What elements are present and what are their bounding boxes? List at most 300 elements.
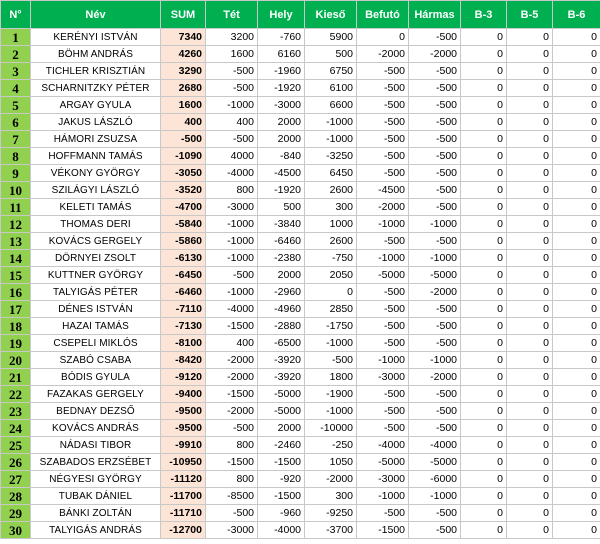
cell-b6[interactable]: 0: [553, 284, 600, 301]
cell-b3[interactable]: 0: [461, 522, 507, 539]
cell-b5[interactable]: 0: [507, 216, 553, 233]
cell-rank[interactable]: 17: [1, 301, 31, 318]
cell-befuto[interactable]: -500: [357, 318, 409, 335]
cell-harmas[interactable]: -500: [409, 80, 461, 97]
cell-hely[interactable]: -6500: [258, 335, 305, 352]
cell-b6[interactable]: 0: [553, 352, 600, 369]
cell-b5[interactable]: 0: [507, 386, 553, 403]
cell-sum[interactable]: -6130: [161, 250, 206, 267]
header-b3[interactable]: B-3: [461, 1, 507, 29]
cell-name[interactable]: BEDNAY DEZSŐ: [31, 403, 161, 420]
cell-harmas[interactable]: -4000: [409, 437, 461, 454]
cell-name[interactable]: HAZAI TAMÁS: [31, 318, 161, 335]
cell-harmas[interactable]: -6000: [409, 471, 461, 488]
cell-rank[interactable]: 19: [1, 335, 31, 352]
cell-harmas[interactable]: -500: [409, 131, 461, 148]
cell-b6[interactable]: 0: [553, 437, 600, 454]
cell-sum[interactable]: -11710: [161, 505, 206, 522]
cell-b6[interactable]: 0: [553, 46, 600, 63]
cell-name[interactable]: DÉNES ISTVÁN: [31, 301, 161, 318]
header-befuto[interactable]: Befutó: [357, 1, 409, 29]
cell-hely[interactable]: 6160: [258, 46, 305, 63]
cell-hely[interactable]: -3920: [258, 369, 305, 386]
cell-rank[interactable]: 28: [1, 488, 31, 505]
cell-b3[interactable]: 0: [461, 454, 507, 471]
cell-hely[interactable]: -5000: [258, 386, 305, 403]
cell-harmas[interactable]: -500: [409, 97, 461, 114]
cell-hely[interactable]: 2000: [258, 267, 305, 284]
cell-rank[interactable]: 29: [1, 505, 31, 522]
cell-sum[interactable]: -8420: [161, 352, 206, 369]
cell-hely[interactable]: -1920: [258, 182, 305, 199]
cell-hely[interactable]: -1500: [258, 488, 305, 505]
cell-b6[interactable]: 0: [553, 386, 600, 403]
cell-b5[interactable]: 0: [507, 454, 553, 471]
cell-b6[interactable]: 0: [553, 80, 600, 97]
cell-name[interactable]: TALYIGÁS PÉTER: [31, 284, 161, 301]
cell-b3[interactable]: 0: [461, 420, 507, 437]
cell-tet[interactable]: -1000: [206, 97, 258, 114]
header-harmas[interactable]: Hármas: [409, 1, 461, 29]
cell-tet[interactable]: -4000: [206, 301, 258, 318]
cell-befuto[interactable]: 0: [357, 29, 409, 46]
cell-harmas[interactable]: -500: [409, 301, 461, 318]
cell-name[interactable]: ARGAY GYULA: [31, 97, 161, 114]
cell-tet[interactable]: -8500: [206, 488, 258, 505]
cell-b3[interactable]: 0: [461, 352, 507, 369]
cell-b3[interactable]: 0: [461, 318, 507, 335]
cell-tet[interactable]: -1500: [206, 386, 258, 403]
cell-name[interactable]: SZILÁGYI LÁSZLÓ: [31, 182, 161, 199]
cell-kieso[interactable]: 2600: [305, 233, 357, 250]
cell-harmas[interactable]: -500: [409, 29, 461, 46]
cell-kieso[interactable]: 300: [305, 199, 357, 216]
cell-b5[interactable]: 0: [507, 522, 553, 539]
cell-name[interactable]: TUBAK DÁNIEL: [31, 488, 161, 505]
cell-b6[interactable]: 0: [553, 63, 600, 80]
cell-b6[interactable]: 0: [553, 369, 600, 386]
cell-kieso[interactable]: -1750: [305, 318, 357, 335]
cell-harmas[interactable]: -1000: [409, 216, 461, 233]
cell-b3[interactable]: 0: [461, 386, 507, 403]
cell-befuto[interactable]: -1000: [357, 352, 409, 369]
cell-sum[interactable]: -7110: [161, 301, 206, 318]
cell-name[interactable]: KERÉNYI ISTVÁN: [31, 29, 161, 46]
cell-b5[interactable]: 0: [507, 46, 553, 63]
cell-befuto[interactable]: -500: [357, 505, 409, 522]
cell-b5[interactable]: 0: [507, 63, 553, 80]
cell-tet[interactable]: 400: [206, 114, 258, 131]
cell-rank[interactable]: 23: [1, 403, 31, 420]
cell-b3[interactable]: 0: [461, 80, 507, 97]
cell-kieso[interactable]: 1050: [305, 454, 357, 471]
cell-harmas[interactable]: -500: [409, 63, 461, 80]
cell-befuto[interactable]: -1500: [357, 522, 409, 539]
cell-kieso[interactable]: 6450: [305, 165, 357, 182]
cell-befuto[interactable]: -3000: [357, 471, 409, 488]
cell-hely[interactable]: -6460: [258, 233, 305, 250]
cell-hely[interactable]: -3920: [258, 352, 305, 369]
cell-sum[interactable]: -3520: [161, 182, 206, 199]
cell-sum[interactable]: 3290: [161, 63, 206, 80]
cell-harmas[interactable]: -500: [409, 148, 461, 165]
cell-befuto[interactable]: -500: [357, 97, 409, 114]
cell-b3[interactable]: 0: [461, 216, 507, 233]
cell-b3[interactable]: 0: [461, 284, 507, 301]
cell-tet[interactable]: -1500: [206, 454, 258, 471]
cell-b5[interactable]: 0: [507, 488, 553, 505]
cell-sum[interactable]: -12700: [161, 522, 206, 539]
header-tet[interactable]: Tét: [206, 1, 258, 29]
cell-harmas[interactable]: -500: [409, 165, 461, 182]
cell-b3[interactable]: 0: [461, 403, 507, 420]
cell-b3[interactable]: 0: [461, 369, 507, 386]
cell-b6[interactable]: 0: [553, 148, 600, 165]
cell-rank[interactable]: 30: [1, 522, 31, 539]
cell-kieso[interactable]: 300: [305, 488, 357, 505]
cell-befuto[interactable]: -500: [357, 301, 409, 318]
cell-harmas[interactable]: -500: [409, 522, 461, 539]
cell-hely[interactable]: -840: [258, 148, 305, 165]
cell-name[interactable]: FAZAKAS GERGELY: [31, 386, 161, 403]
cell-hely[interactable]: -1500: [258, 454, 305, 471]
cell-kieso[interactable]: -1000: [305, 335, 357, 352]
cell-b3[interactable]: 0: [461, 199, 507, 216]
cell-befuto[interactable]: -500: [357, 420, 409, 437]
cell-kieso[interactable]: 2050: [305, 267, 357, 284]
cell-sum[interactable]: -9500: [161, 420, 206, 437]
cell-b6[interactable]: 0: [553, 488, 600, 505]
cell-befuto[interactable]: -4000: [357, 437, 409, 454]
cell-rank[interactable]: 13: [1, 233, 31, 250]
cell-befuto[interactable]: -1000: [357, 488, 409, 505]
cell-rank[interactable]: 14: [1, 250, 31, 267]
cell-rank[interactable]: 7: [1, 131, 31, 148]
cell-befuto[interactable]: -500: [357, 114, 409, 131]
cell-name[interactable]: DÖRNYEI ZSOLT: [31, 250, 161, 267]
cell-hely[interactable]: -920: [258, 471, 305, 488]
cell-sum[interactable]: 4260: [161, 46, 206, 63]
cell-kieso[interactable]: -500: [305, 352, 357, 369]
cell-b5[interactable]: 0: [507, 369, 553, 386]
cell-befuto[interactable]: -2000: [357, 199, 409, 216]
cell-sum[interactable]: -4700: [161, 199, 206, 216]
cell-name[interactable]: KOVÁCS ANDRÁS: [31, 420, 161, 437]
cell-b3[interactable]: 0: [461, 335, 507, 352]
header-sum[interactable]: SUM: [161, 1, 206, 29]
cell-kieso[interactable]: -750: [305, 250, 357, 267]
cell-b3[interactable]: 0: [461, 233, 507, 250]
cell-tet[interactable]: -500: [206, 420, 258, 437]
cell-kieso[interactable]: -1000: [305, 114, 357, 131]
cell-b5[interactable]: 0: [507, 301, 553, 318]
cell-hely[interactable]: -5000: [258, 403, 305, 420]
cell-harmas[interactable]: -5000: [409, 267, 461, 284]
cell-b5[interactable]: 0: [507, 199, 553, 216]
cell-rank[interactable]: 12: [1, 216, 31, 233]
cell-sum[interactable]: -1090: [161, 148, 206, 165]
cell-rank[interactable]: 18: [1, 318, 31, 335]
cell-befuto[interactable]: -500: [357, 386, 409, 403]
cell-kieso[interactable]: -10000: [305, 420, 357, 437]
cell-name[interactable]: CSEPELI MIKLÓS: [31, 335, 161, 352]
cell-kieso[interactable]: 2600: [305, 182, 357, 199]
cell-befuto[interactable]: -1000: [357, 250, 409, 267]
cell-tet[interactable]: -1000: [206, 233, 258, 250]
cell-rank[interactable]: 11: [1, 199, 31, 216]
cell-harmas[interactable]: -1000: [409, 488, 461, 505]
cell-b3[interactable]: 0: [461, 505, 507, 522]
cell-befuto[interactable]: -500: [357, 403, 409, 420]
cell-name[interactable]: KELETI TAMÁS: [31, 199, 161, 216]
cell-harmas[interactable]: -500: [409, 420, 461, 437]
cell-name[interactable]: THOMAS DERI: [31, 216, 161, 233]
cell-b3[interactable]: 0: [461, 131, 507, 148]
cell-b3[interactable]: 0: [461, 301, 507, 318]
cell-b3[interactable]: 0: [461, 114, 507, 131]
cell-hely[interactable]: -960: [258, 505, 305, 522]
cell-kieso[interactable]: 2850: [305, 301, 357, 318]
cell-kieso[interactable]: -1000: [305, 403, 357, 420]
cell-kieso[interactable]: -3250: [305, 148, 357, 165]
cell-hely[interactable]: -2880: [258, 318, 305, 335]
cell-rank[interactable]: 27: [1, 471, 31, 488]
header-b6[interactable]: B-6: [553, 1, 600, 29]
cell-b5[interactable]: 0: [507, 114, 553, 131]
cell-b6[interactable]: 0: [553, 97, 600, 114]
cell-befuto[interactable]: -1000: [357, 216, 409, 233]
cell-b3[interactable]: 0: [461, 488, 507, 505]
cell-name[interactable]: NÉGYESI GYÖRGY: [31, 471, 161, 488]
cell-hely[interactable]: -2460: [258, 437, 305, 454]
cell-tet[interactable]: -500: [206, 267, 258, 284]
header-b5[interactable]: B-5: [507, 1, 553, 29]
cell-sum[interactable]: -500: [161, 131, 206, 148]
cell-name[interactable]: NÁDASI TIBOR: [31, 437, 161, 454]
cell-sum[interactable]: -6450: [161, 267, 206, 284]
cell-kieso[interactable]: -3700: [305, 522, 357, 539]
cell-b6[interactable]: 0: [553, 301, 600, 318]
cell-rank[interactable]: 21: [1, 369, 31, 386]
cell-tet[interactable]: 3200: [206, 29, 258, 46]
cell-sum[interactable]: -9500: [161, 403, 206, 420]
cell-harmas[interactable]: -2000: [409, 46, 461, 63]
cell-harmas[interactable]: -500: [409, 114, 461, 131]
cell-tet[interactable]: -1000: [206, 250, 258, 267]
cell-name[interactable]: SZABADOS ERZSÉBET: [31, 454, 161, 471]
cell-b5[interactable]: 0: [507, 318, 553, 335]
cell-sum[interactable]: -9400: [161, 386, 206, 403]
cell-b6[interactable]: 0: [553, 522, 600, 539]
cell-sum[interactable]: 7340: [161, 29, 206, 46]
cell-b5[interactable]: 0: [507, 335, 553, 352]
cell-b5[interactable]: 0: [507, 80, 553, 97]
cell-b3[interactable]: 0: [461, 165, 507, 182]
cell-b6[interactable]: 0: [553, 250, 600, 267]
cell-sum[interactable]: -7130: [161, 318, 206, 335]
cell-kieso[interactable]: -2000: [305, 471, 357, 488]
cell-b6[interactable]: 0: [553, 454, 600, 471]
cell-rank[interactable]: 4: [1, 80, 31, 97]
cell-b5[interactable]: 0: [507, 131, 553, 148]
cell-name[interactable]: JAKUS LÁSZLÓ: [31, 114, 161, 131]
cell-rank[interactable]: 20: [1, 352, 31, 369]
cell-name[interactable]: VÉKONY GYÖRGY: [31, 165, 161, 182]
cell-rank[interactable]: 8: [1, 148, 31, 165]
cell-harmas[interactable]: -500: [409, 403, 461, 420]
cell-rank[interactable]: 6: [1, 114, 31, 131]
cell-kieso[interactable]: -1000: [305, 131, 357, 148]
cell-sum[interactable]: -10950: [161, 454, 206, 471]
cell-b3[interactable]: 0: [461, 471, 507, 488]
cell-b5[interactable]: 0: [507, 437, 553, 454]
cell-tet[interactable]: 800: [206, 182, 258, 199]
cell-b6[interactable]: 0: [553, 182, 600, 199]
cell-hely[interactable]: 2000: [258, 114, 305, 131]
cell-b5[interactable]: 0: [507, 250, 553, 267]
cell-b3[interactable]: 0: [461, 29, 507, 46]
cell-tet[interactable]: -2000: [206, 369, 258, 386]
cell-hely[interactable]: 2000: [258, 420, 305, 437]
cell-rank[interactable]: 26: [1, 454, 31, 471]
cell-kieso[interactable]: 6600: [305, 97, 357, 114]
cell-b6[interactable]: 0: [553, 29, 600, 46]
cell-name[interactable]: BÖHM ANDRÁS: [31, 46, 161, 63]
cell-name[interactable]: BÓDIS GYULA: [31, 369, 161, 386]
cell-tet[interactable]: -500: [206, 80, 258, 97]
cell-name[interactable]: BÁNKI ZOLTÁN: [31, 505, 161, 522]
cell-rank[interactable]: 1: [1, 29, 31, 46]
cell-tet[interactable]: -1000: [206, 284, 258, 301]
cell-harmas[interactable]: -500: [409, 233, 461, 250]
cell-b6[interactable]: 0: [553, 267, 600, 284]
cell-tet[interactable]: 4000: [206, 148, 258, 165]
cell-harmas[interactable]: -2000: [409, 369, 461, 386]
cell-kieso[interactable]: 6750: [305, 63, 357, 80]
cell-b5[interactable]: 0: [507, 505, 553, 522]
cell-name[interactable]: SZABÓ CSABA: [31, 352, 161, 369]
cell-rank[interactable]: 25: [1, 437, 31, 454]
cell-name[interactable]: KUTTNER GYÖRGY: [31, 267, 161, 284]
cell-harmas[interactable]: -500: [409, 182, 461, 199]
cell-rank[interactable]: 2: [1, 46, 31, 63]
cell-kieso[interactable]: 1000: [305, 216, 357, 233]
cell-tet[interactable]: -2000: [206, 352, 258, 369]
cell-harmas[interactable]: -500: [409, 386, 461, 403]
cell-befuto[interactable]: -500: [357, 148, 409, 165]
cell-rank[interactable]: 24: [1, 420, 31, 437]
cell-b5[interactable]: 0: [507, 284, 553, 301]
cell-hely[interactable]: -3840: [258, 216, 305, 233]
cell-kieso[interactable]: -9250: [305, 505, 357, 522]
cell-tet[interactable]: -1500: [206, 318, 258, 335]
cell-rank[interactable]: 3: [1, 63, 31, 80]
cell-harmas[interactable]: -500: [409, 505, 461, 522]
cell-name[interactable]: HÁMORI ZSUZSA: [31, 131, 161, 148]
cell-name[interactable]: KOVÁCS GERGELY: [31, 233, 161, 250]
cell-sum[interactable]: -9120: [161, 369, 206, 386]
cell-befuto[interactable]: -3000: [357, 369, 409, 386]
cell-hely[interactable]: -4000: [258, 522, 305, 539]
header-name[interactable]: Név: [31, 1, 161, 29]
cell-b5[interactable]: 0: [507, 420, 553, 437]
cell-hely[interactable]: -3000: [258, 97, 305, 114]
cell-harmas[interactable]: -500: [409, 199, 461, 216]
cell-befuto[interactable]: -5000: [357, 267, 409, 284]
cell-name[interactable]: TALYIGÁS ANDRÁS: [31, 522, 161, 539]
cell-tet[interactable]: -2000: [206, 403, 258, 420]
cell-befuto[interactable]: -500: [357, 80, 409, 97]
cell-rank[interactable]: 16: [1, 284, 31, 301]
cell-hely[interactable]: 500: [258, 199, 305, 216]
cell-befuto[interactable]: -500: [357, 335, 409, 352]
cell-rank[interactable]: 15: [1, 267, 31, 284]
cell-b5[interactable]: 0: [507, 148, 553, 165]
cell-b3[interactable]: 0: [461, 63, 507, 80]
cell-b5[interactable]: 0: [507, 97, 553, 114]
cell-b3[interactable]: 0: [461, 267, 507, 284]
cell-tet[interactable]: -3000: [206, 199, 258, 216]
cell-hely[interactable]: -2380: [258, 250, 305, 267]
cell-b5[interactable]: 0: [507, 471, 553, 488]
cell-tet[interactable]: 1600: [206, 46, 258, 63]
cell-hely[interactable]: -1960: [258, 63, 305, 80]
cell-b6[interactable]: 0: [553, 471, 600, 488]
cell-name[interactable]: HOFFMANN TAMÁS: [31, 148, 161, 165]
cell-sum[interactable]: -9910: [161, 437, 206, 454]
cell-b6[interactable]: 0: [553, 131, 600, 148]
cell-kieso[interactable]: -250: [305, 437, 357, 454]
cell-kieso[interactable]: 5900: [305, 29, 357, 46]
cell-b3[interactable]: 0: [461, 148, 507, 165]
cell-rank[interactable]: 5: [1, 97, 31, 114]
cell-tet[interactable]: 800: [206, 437, 258, 454]
cell-sum[interactable]: 2680: [161, 80, 206, 97]
cell-befuto[interactable]: -500: [357, 233, 409, 250]
cell-sum[interactable]: -5840: [161, 216, 206, 233]
cell-tet[interactable]: -500: [206, 505, 258, 522]
cell-b3[interactable]: 0: [461, 437, 507, 454]
cell-tet[interactable]: -3000: [206, 522, 258, 539]
cell-b5[interactable]: 0: [507, 403, 553, 420]
cell-sum[interactable]: -11120: [161, 471, 206, 488]
cell-b6[interactable]: 0: [553, 114, 600, 131]
cell-b3[interactable]: 0: [461, 97, 507, 114]
cell-befuto[interactable]: -500: [357, 165, 409, 182]
cell-kieso[interactable]: 500: [305, 46, 357, 63]
cell-b6[interactable]: 0: [553, 403, 600, 420]
cell-hely[interactable]: -760: [258, 29, 305, 46]
header-kieso[interactable]: Kieső: [305, 1, 357, 29]
cell-b6[interactable]: 0: [553, 420, 600, 437]
cell-b6[interactable]: 0: [553, 318, 600, 335]
cell-befuto[interactable]: -500: [357, 63, 409, 80]
cell-befuto[interactable]: -4500: [357, 182, 409, 199]
cell-b6[interactable]: 0: [553, 216, 600, 233]
cell-sum[interactable]: -5860: [161, 233, 206, 250]
cell-name[interactable]: TICHLER KRISZTIÁN: [31, 63, 161, 80]
cell-b5[interactable]: 0: [507, 165, 553, 182]
cell-b3[interactable]: 0: [461, 250, 507, 267]
cell-befuto[interactable]: -5000: [357, 454, 409, 471]
cell-befuto[interactable]: -500: [357, 284, 409, 301]
cell-harmas[interactable]: -2000: [409, 284, 461, 301]
cell-hely[interactable]: -2960: [258, 284, 305, 301]
cell-tet[interactable]: -1000: [206, 216, 258, 233]
cell-harmas[interactable]: -500: [409, 318, 461, 335]
cell-rank[interactable]: 22: [1, 386, 31, 403]
cell-tet[interactable]: -500: [206, 63, 258, 80]
